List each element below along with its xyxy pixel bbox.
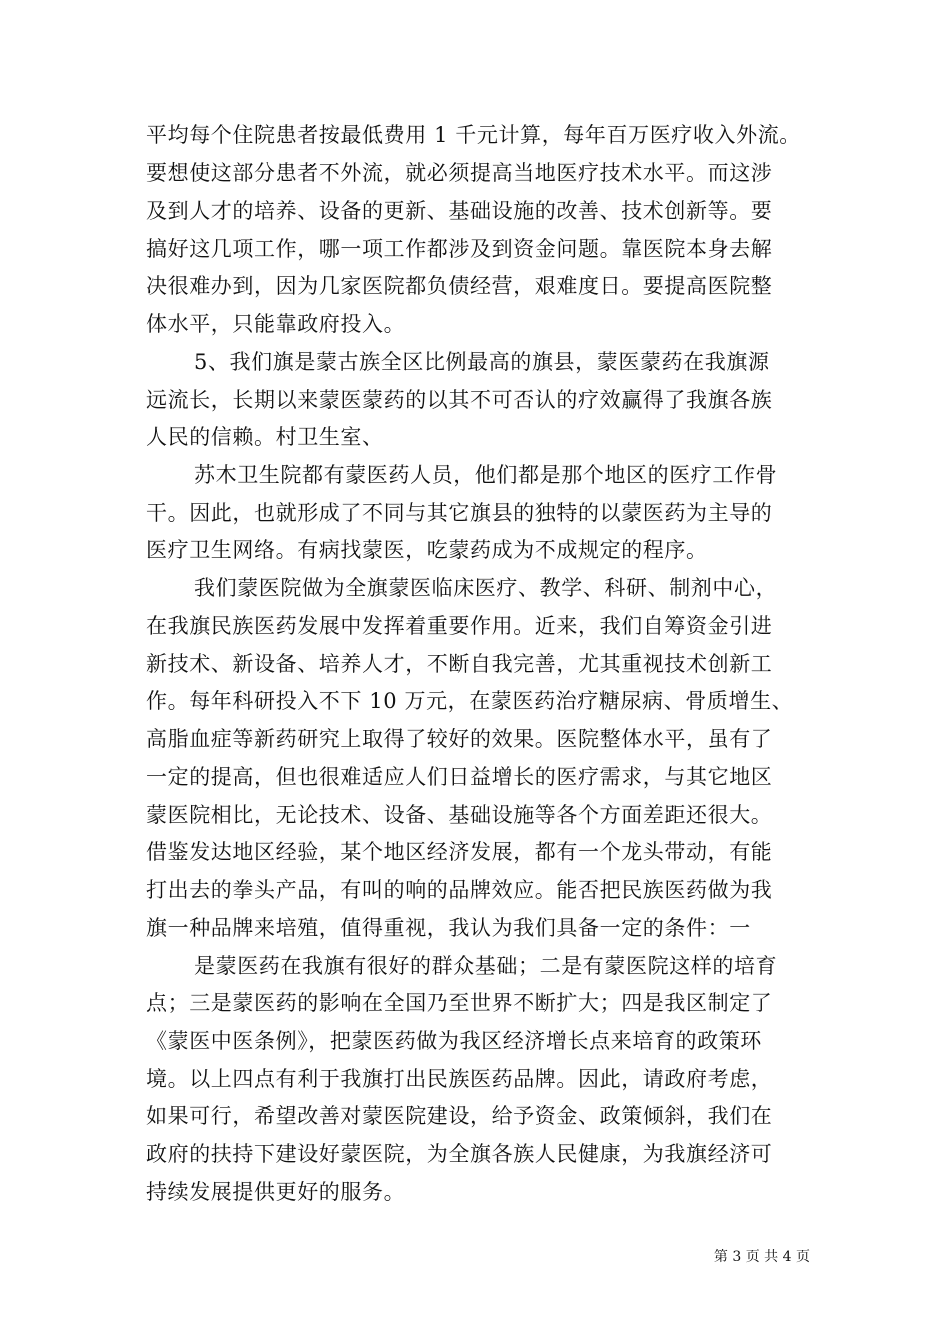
text-line: 平均每个住院患者按最低费用 1 千元计算，每年百万医疗收入外流。	[146, 123, 801, 147]
text-line: 搞好这几项工作，哪一项工作都涉及到资金问题。靠医院本身去解	[146, 237, 773, 261]
text-line: 如果可行，希望改善对蒙医院建设，给予资金、政策倾斜，我们在	[146, 1104, 773, 1128]
text-line: 医疗卫生网络。有病找蒙医，吃蒙药成为不成规定的程序。	[146, 538, 708, 562]
text-line: 《蒙医中医条例》，把蒙医药做为我区经济增长点来培育的政策环	[146, 1029, 762, 1053]
text-line: 在我旗民族医药发展中发挥着重要作用。近来，我们自筹资金引进	[146, 614, 773, 638]
text-line: 新技术、新设备、培养人才，不断自我完善，尤其重视技术创新工	[146, 652, 773, 676]
text-line: 政府的扶持下建设好蒙医院，为全旗各族人民健康，为我旗经济可	[146, 1142, 773, 1166]
text-line: 旗一种品牌来培殖，值得重视，我认为我们具备一定的条件：一	[146, 916, 751, 940]
text-line: 5、我们旗是蒙古族全区比例最高的旗县，蒙医蒙药在我旗源	[194, 350, 770, 374]
text-line: 持续发展提供更好的服务。	[146, 1180, 406, 1204]
text-line: 点；三是蒙医药的影响在全国乃至世界不断扩大；四是我区制定了	[146, 991, 773, 1015]
text-line: 决很难办到，因为几家医院都负债经营，艰难度日。要提高医院整	[146, 274, 773, 298]
text-line: 打出去的拳头产品，有叫的响的品牌效应。能否把民族医药做为我	[146, 878, 773, 902]
text-line: 苏木卫生院都有蒙医药人员，他们都是那个地区的医疗工作骨	[194, 463, 778, 487]
text-line: 是蒙医药在我旗有很好的群众基础；二是有蒙医院这样的培育	[194, 954, 778, 978]
text-line: 境。以上四点有利于我旗打出民族医药品牌。因此，请政府考虑，	[146, 1067, 773, 1091]
text-line: 人民的信赖。村卫生室、	[146, 425, 384, 449]
text-line: 体水平，只能靠政府投入。	[146, 312, 406, 336]
text-line: 要想使这部分患者不外流，就必须提高当地医疗技术水平。而这涉	[146, 161, 773, 185]
text-line: 及到人才的培养、设备的更新、基础设施的改善、技术创新等。要	[146, 199, 773, 223]
text-line: 我们蒙医院做为全旗蒙医临床医疗、教学、科研、制剂中心，	[194, 576, 778, 600]
text-line: 蒙医院相比，无论技术、设备、基础设施等各个方面差距还很大。	[146, 803, 773, 827]
text-line: 高脂血症等新药研究上取得了较好的效果。医院整体水平，虽有了	[146, 727, 773, 751]
text-line: 远流长，长期以来蒙医蒙药的以其不可否认的疗效赢得了我旗各族	[146, 388, 773, 412]
page-number: 第 3 页 共 4 页	[713, 1249, 810, 1265]
text-line: 干。因此，也就形成了不同与其它旗县的独特的以蒙医药为主导的	[146, 501, 773, 525]
text-line: 一定的提高，但也很难适应人们日益增长的医疗需求，与其它地区	[146, 765, 773, 789]
text-line: 作。每年科研投入不下 10 万元，在蒙医药治疗糖尿病、骨质增生、	[146, 689, 794, 713]
text-line: 借鉴发达地区经验，某个地区经济发展，都有一个龙头带动，有能	[146, 840, 773, 864]
